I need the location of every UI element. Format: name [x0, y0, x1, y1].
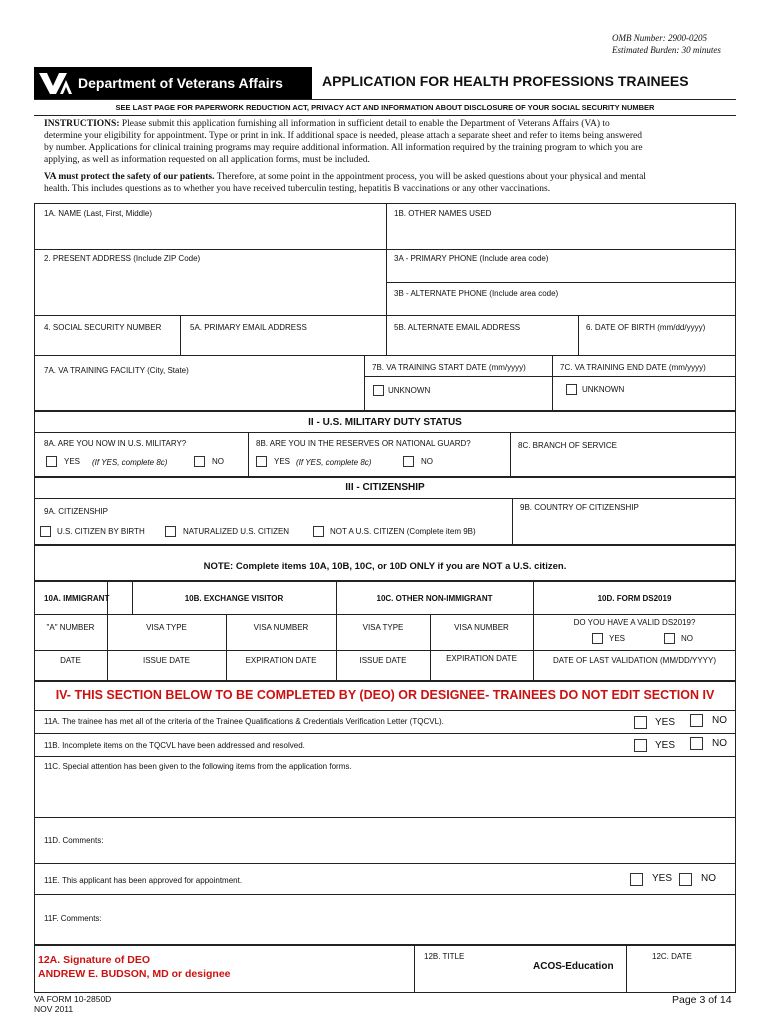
military-no-checkbox[interactable] — [194, 456, 205, 467]
field-1a-label: 1A. NAME (Last, First, Middle) — [44, 209, 153, 218]
citizenship-heading: III - CITIZENSHIP — [345, 482, 425, 493]
signature-name: ANDREW E. BUDSON, MD or designee — [38, 968, 231, 980]
comments-11d-input[interactable] — [36, 819, 734, 861]
field-11c-label: 11C. Special attention has been given to the following items from the application forms. — [44, 762, 352, 771]
field-9b-label: 9B. COUNTRY OF CITIZENSHIP — [520, 503, 639, 512]
va-seal-icon — [36, 67, 76, 99]
not-citizen-checkbox[interactable] — [313, 526, 324, 537]
start-unknown-label: UNKNOWN — [388, 386, 431, 395]
field-11a-label: 11A. The trainee has met all of the criteria of the Trainee Qualifications & Credentials Verification Letter (TQCVL). — [44, 717, 444, 726]
address-input[interactable] — [36, 266, 384, 313]
naturalized-checkbox[interactable] — [165, 526, 176, 537]
field-11b-label: 11B. Incomplete items on the TQCVL have been addressed and resolved. — [44, 741, 305, 750]
section4-heading: IV- THIS SECTION BELOW TO BE COMPLETED BY (DEO) OR DESIGNEE- TRAINEES DO NOT EDIT SECTION IV — [55, 688, 715, 702]
exchange-heading: 10B. EXCHANGE VISITOR — [184, 594, 284, 603]
page-number: Page 3 of 14 — [672, 994, 732, 1006]
ds2019-heading: 10D. FORM DS2019 — [597, 594, 672, 603]
11e-no-checkbox[interactable] — [679, 873, 692, 886]
field-7b-label: 7B. VA TRAINING START DATE (mm/yyyy) — [372, 363, 526, 372]
11b-no-checkbox[interactable] — [690, 737, 703, 750]
ds-no-label: NO — [681, 634, 693, 643]
reserves-no-label: NO — [421, 457, 433, 466]
field-3a-label: 3A - PRIMARY PHONE (Include area code) — [394, 254, 549, 263]
special-attention-input[interactable] — [36, 773, 734, 815]
ds-no-checkbox[interactable] — [664, 633, 675, 644]
field-3b-label: 3B - ALTERNATE PHONE (Include area code) — [394, 289, 559, 298]
ev-issue-date-label: ISSUE DATE — [143, 656, 190, 665]
end-unknown-checkbox[interactable] — [566, 384, 577, 395]
field-8c-label: 8C. BRANCH OF SERVICE — [518, 441, 617, 450]
comments-11f-input[interactable] — [36, 896, 734, 942]
form-title: APPLICATION FOR HEALTH PROFESSIONS TRAINEES — [322, 73, 689, 89]
ds-yes-checkbox[interactable] — [592, 633, 603, 644]
reserves-yes-label: YES — [274, 457, 291, 466]
11e-yes-label: YES — [652, 873, 673, 884]
ev-visa-type-label: VISA TYPE — [146, 623, 187, 632]
field-8b-label: 8B. ARE YOU IN THE RESERVES OR NATIONAL GUARD? — [256, 439, 471, 448]
ev-expiration-label: EXPIRATION DATE — [245, 656, 317, 665]
instructions-block: INSTRUCTIONS: Please submit this application furnishing all information in sufficient detail to enable the Department of Veterans Affairs (VA) to determine your eligibility for appointment. Type or print in ink. If additional space is needed, please attach a separate sheet and refer to items being answered by number. Applications for clinical training programs may require additional information. All information required by the training program to which you are applying, as well as information requested on all application forms, must be included. VA must protect the safety of our patients. Therefore, at some point in the appointment process, you will be asked questions about your physical and mental health. This includes questions as to whether you have received tuberculin testing, hepatitis B vaccinations or any other vaccinations. — [44, 119, 646, 194]
citizen-birth-checkbox[interactable] — [40, 526, 51, 537]
reserves-no-checkbox[interactable] — [403, 456, 414, 467]
11a-yes-label: YES — [655, 717, 676, 728]
notice-text: SEE LAST PAGE FOR PAPERWORK REDUCTION ACT, PRIVACY ACT AND INFORMATION ABOUT DISCLOSURE OF YOUR SOCIAL SECURITY NUMBER — [115, 103, 655, 112]
on-issue-date-label: ISSUE DATE — [359, 656, 407, 665]
ds-yes-label: YES — [609, 634, 626, 643]
on-visa-number-label: VISA NUMBER — [454, 623, 509, 632]
field-4-label: 4. SOCIAL SECURITY NUMBER — [44, 323, 162, 332]
field-9a-label: 9A. CITIZENSHIP — [44, 507, 109, 516]
naturalized-label: NATURALIZED U.S. CITIZEN — [183, 527, 290, 536]
11b-yes-checkbox[interactable] — [634, 739, 647, 752]
title-value: ACOS-Education — [533, 961, 614, 972]
military-yes-checkbox[interactable] — [46, 456, 57, 467]
11a-no-checkbox[interactable] — [690, 714, 703, 727]
form-number: VA FORM 10-2850D — [34, 994, 112, 1004]
last-validation-label: DATE OF LAST VALIDATION (MM/DD/YYYY) — [553, 656, 716, 665]
field-1b-label: 1B. OTHER NAMES USED — [394, 209, 492, 218]
11a-no-label: NO — [712, 715, 727, 726]
11a-yes-checkbox[interactable] — [634, 716, 647, 729]
immigrant-heading: 10A. IMMIGRANT — [44, 594, 110, 603]
field-12b-label: 12B. TITLE — [424, 952, 465, 961]
field-6-label: 6. DATE OF BIRTH (mm/dd/yyyy) — [586, 323, 706, 332]
11e-yes-checkbox[interactable] — [630, 873, 643, 886]
field-2-label: 2. PRESENT ADDRESS (Include ZIP Code) — [44, 254, 201, 263]
a-number-label: "A" NUMBER — [46, 623, 95, 632]
dept-name: Department of Veterans Affairs — [78, 75, 283, 91]
name-input[interactable] — [36, 220, 384, 247]
field-11f-label: 11F. Comments: — [44, 914, 102, 923]
military-no-label: NO — [212, 457, 224, 466]
military-yes-note: (If YES, complete 8c) — [92, 458, 168, 467]
on-visa-type-label: VISA TYPE — [362, 623, 404, 632]
other-names-input[interactable] — [388, 220, 734, 247]
field-11d-label: 11D. Comments: — [44, 836, 104, 845]
field-5a-label: 5A. PRIMARY EMAIL ADDRESS — [190, 323, 307, 332]
signature-label: 12A. Signature of DEO — [38, 954, 151, 966]
immigrant-date-label: DATE — [60, 656, 81, 665]
form-date: NOV 2011 — [34, 1004, 74, 1014]
on-expiration-label: EXPIRATION DATE — [446, 654, 517, 663]
omb-number: OMB Number: 2900-0205 — [612, 33, 707, 43]
reserves-yes-note: (If YES, complete 8c) — [296, 458, 372, 467]
field-7a-label: 7A. VA TRAINING FACILITY (City, State) — [44, 366, 189, 375]
field-11e-label: 11E. This applicant has been approved for appointment. — [44, 876, 243, 885]
11e-no-label: NO — [701, 873, 716, 884]
military-yes-label: YES — [64, 457, 81, 466]
start-unknown-checkbox[interactable] — [373, 385, 384, 396]
military-heading: II - U.S. MILITARY DUTY STATUS — [308, 417, 462, 428]
ev-visa-number-label: VISA NUMBER — [253, 623, 309, 632]
not-citizen-label: NOT A U.S. CITIZEN (Complete item 9B) — [330, 527, 476, 536]
11b-yes-label: YES — [655, 740, 676, 751]
field-8a-label: 8A. ARE YOU NOW IN U.S. MILITARY? — [44, 439, 187, 448]
other-nonimmigrant-heading: 10C. OTHER NON-IMMIGRANT — [376, 594, 493, 603]
ds-question-label: DO YOU HAVE A VALID DS2019? — [573, 618, 696, 627]
citizen-birth-label: U.S. CITIZEN BY BIRTH — [57, 527, 145, 536]
field-5b-label: 5B. ALTERNATE EMAIL ADDRESS — [394, 323, 521, 332]
omb-burden: Estimated Burden: 30 minutes — [612, 45, 721, 55]
field-12c-label: 12C. DATE — [652, 952, 692, 961]
reserves-yes-checkbox[interactable] — [256, 456, 267, 467]
11b-no-label: NO — [712, 738, 727, 749]
end-unknown-label: UNKNOWN — [582, 385, 625, 394]
noncitizen-note: NOTE: Complete items 10A, 10B, 10C, or 10D ONLY if you are NOT a U.S. citizen. — [203, 561, 567, 572]
va-logo-bar — [34, 67, 312, 99]
field-7c-label: 7C. VA TRAINING END DATE (mm/yyyy) — [560, 363, 706, 372]
